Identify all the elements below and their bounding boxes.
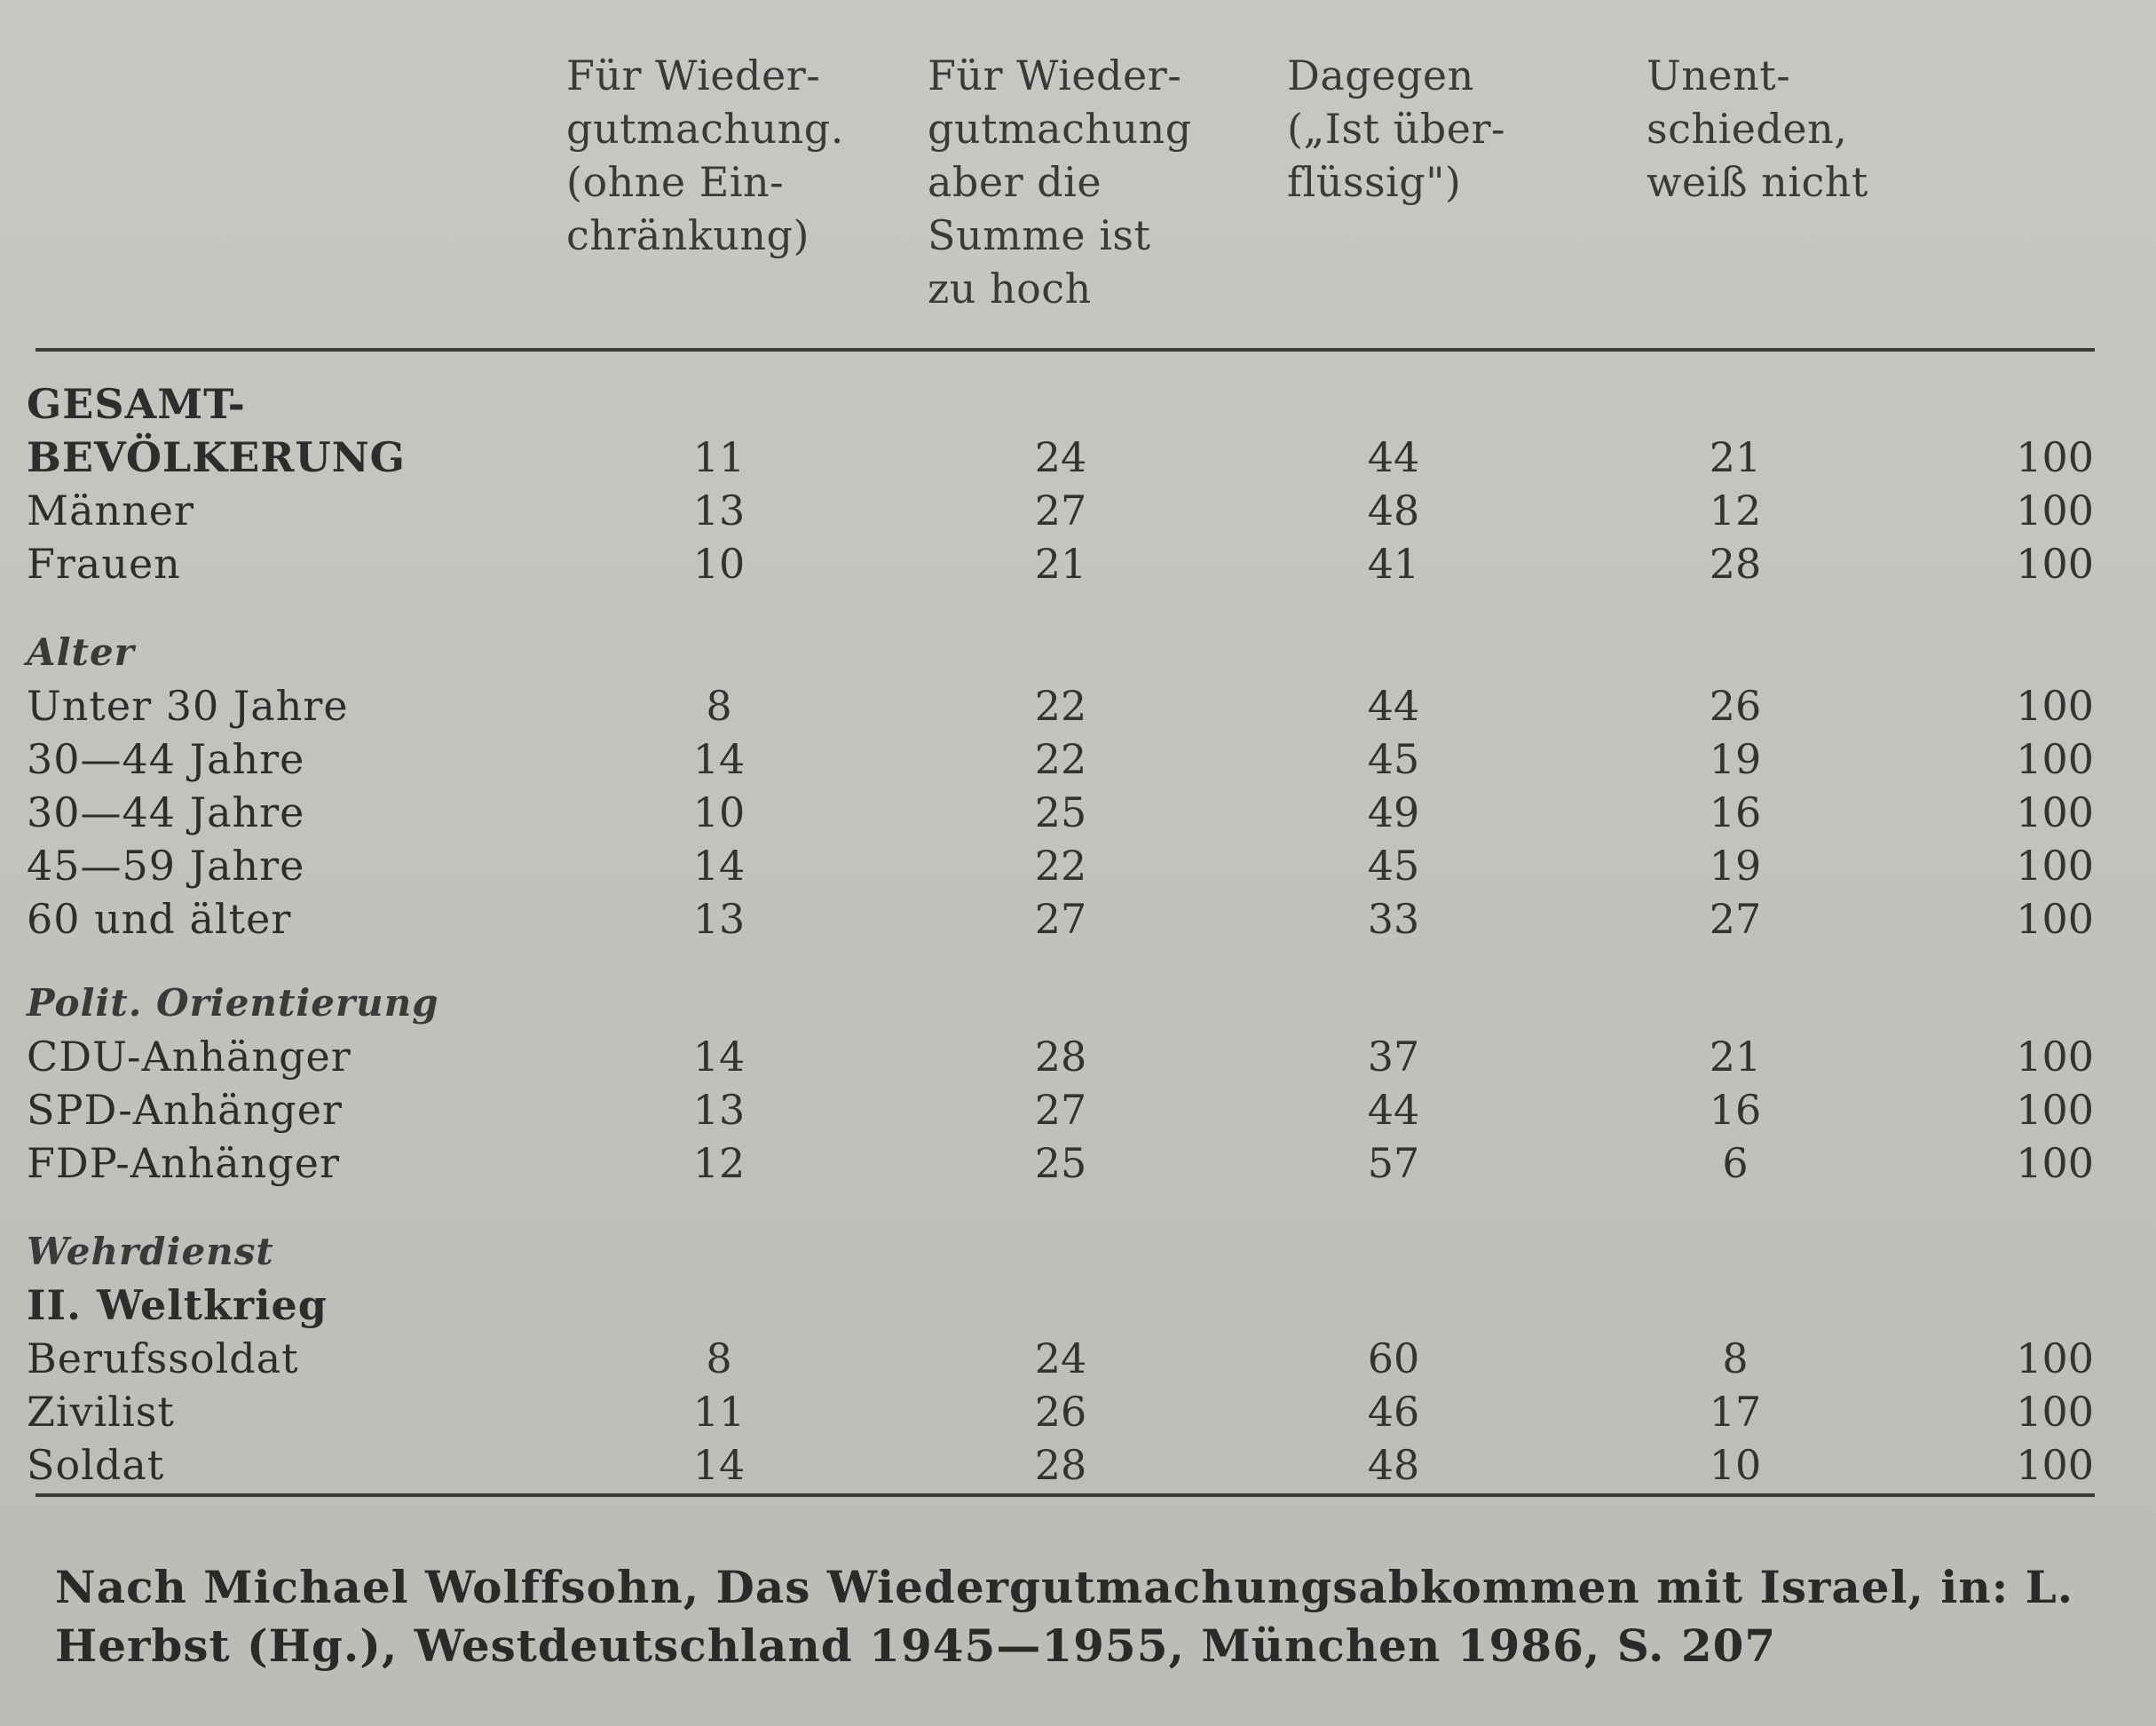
cell-value: 22 [1034, 842, 1087, 890]
row-label: SPD-Anhänger [27, 1086, 343, 1134]
column-header-4: Unent- schieden, weiß nicht [1647, 51, 1868, 206]
row-label: Zivilist [27, 1388, 175, 1436]
table-row [0, 1083, 2156, 1138]
row-label: BEVÖLKERUNG [27, 433, 406, 481]
table-row [0, 839, 2156, 894]
cell-total: 100 [2016, 540, 2094, 588]
table-row [0, 732, 2156, 788]
cell-total: 100 [2016, 1334, 2094, 1382]
cell-value: 26 [1034, 1388, 1087, 1436]
row-label: Männer [27, 487, 194, 534]
cell-value: 17 [1709, 1388, 1762, 1436]
row-label: 45—59 Jahre [27, 842, 305, 890]
cell-total: 100 [2016, 1033, 2094, 1081]
cell-value: 48 [1367, 487, 1420, 534]
cell-value: 44 [1367, 682, 1420, 730]
row-label: Soldat [27, 1441, 165, 1489]
column-header-1: Für Wieder- gutmachung. (ohne Ein- chränkung) [566, 51, 844, 259]
cell-total: 100 [2016, 1441, 2094, 1489]
cell-value: 25 [1034, 1139, 1087, 1187]
row-label: 60 und älter [27, 895, 292, 943]
category-heading: Polit. Orientierung [27, 981, 439, 1025]
cell-value: 13 [692, 487, 746, 534]
table-row [0, 1438, 2156, 1493]
category-heading: Wehrdienst [27, 1230, 274, 1273]
cell-value: 25 [1034, 788, 1087, 836]
header-divider [36, 348, 2095, 352]
cell-value: 11 [692, 433, 746, 481]
table-row [0, 1225, 2156, 1280]
cell-value: 57 [1367, 1139, 1420, 1187]
table-row [0, 431, 2156, 486]
cell-total: 100 [2016, 842, 2094, 890]
table-row [0, 679, 2156, 734]
cell-value: 45 [1367, 842, 1420, 890]
row-label: Berufssoldat [27, 1334, 299, 1382]
cell-value: 13 [692, 1086, 746, 1134]
cell-total: 100 [2016, 1139, 2094, 1187]
cell-value: 48 [1367, 1441, 1420, 1489]
cell-value: 13 [692, 895, 746, 943]
cell-value: 24 [1034, 1334, 1087, 1382]
category-heading: Alter [27, 630, 135, 674]
cell-value: 12 [1709, 487, 1762, 534]
cell-value: 14 [692, 735, 746, 783]
row-label: Frauen [27, 540, 181, 588]
cell-value: 16 [1709, 788, 1762, 836]
row-label: II. Weltkrieg [27, 1281, 328, 1329]
cell-value: 28 [1034, 1441, 1087, 1489]
cell-value: 8 [706, 682, 732, 730]
table-row [0, 1136, 2156, 1192]
cell-value: 60 [1367, 1334, 1420, 1382]
cell-value: 24 [1034, 433, 1087, 481]
cell-value: 45 [1367, 735, 1420, 783]
cell-value: 27 [1709, 895, 1762, 943]
source-citation: Nach Michael Wolffsohn, Das Wiedergutmachungsabkommen mit Israel, in: L. Herbst (Hg.), Westdeutschland 1945—1955, München 1986, S. 207 [55, 1561, 2074, 1672]
row-label: 30—44 Jahre [27, 735, 305, 783]
table-row [0, 977, 2156, 1032]
cell-value: 14 [692, 1441, 746, 1489]
row-label: GESAMT- [27, 380, 246, 428]
cell-value: 21 [1709, 1033, 1762, 1081]
table-row [0, 892, 2156, 947]
cell-value: 6 [1722, 1139, 1749, 1187]
cell-value: 28 [1034, 1033, 1087, 1081]
cell-total: 100 [2016, 895, 2094, 943]
cell-value: 21 [1709, 433, 1762, 481]
table-row [0, 1332, 2156, 1387]
table-row [0, 537, 2156, 592]
row-label: Unter 30 Jahre [27, 682, 349, 730]
footer-divider [36, 1493, 2095, 1497]
cell-value: 8 [1722, 1334, 1749, 1382]
cell-value: 19 [1709, 735, 1762, 783]
cell-value: 19 [1709, 842, 1762, 890]
cell-total: 100 [2016, 735, 2094, 783]
cell-value: 10 [692, 540, 746, 588]
cell-total: 100 [2016, 682, 2094, 730]
row-label: CDU-Anhänger [27, 1033, 351, 1081]
row-label: FDP-Anhänger [27, 1139, 340, 1187]
table-row [0, 626, 2156, 681]
cell-value: 22 [1034, 735, 1087, 783]
column-header-2: Für Wieder- gutmachung aber die Summe ist zu hoch [928, 51, 1192, 313]
cell-value: 26 [1709, 682, 1762, 730]
column-header-3: Dagegen („Ist über- flüssig") [1287, 51, 1505, 206]
table-row [0, 1030, 2156, 1085]
cell-value: 27 [1034, 895, 1087, 943]
table-row [0, 484, 2156, 539]
cell-total: 100 [2016, 788, 2094, 836]
cell-value: 33 [1367, 895, 1420, 943]
cell-value: 27 [1034, 487, 1087, 534]
cell-total: 100 [2016, 433, 2094, 481]
table-row [0, 1385, 2156, 1440]
cell-value: 10 [692, 788, 746, 836]
cell-value: 11 [692, 1388, 746, 1436]
cell-value: 16 [1709, 1086, 1762, 1134]
cell-value: 37 [1367, 1033, 1420, 1081]
cell-value: 49 [1367, 788, 1420, 836]
cell-total: 100 [2016, 1086, 2094, 1134]
table-row [0, 1279, 2156, 1334]
table-row [0, 377, 2156, 432]
cell-value: 21 [1034, 540, 1087, 588]
cell-total: 100 [2016, 487, 2094, 534]
cell-value: 46 [1367, 1388, 1420, 1436]
cell-value: 10 [1709, 1441, 1762, 1489]
cell-total: 100 [2016, 1388, 2094, 1436]
cell-value: 14 [692, 1033, 746, 1081]
row-label: 30—44 Jahre [27, 788, 305, 836]
cell-value: 28 [1709, 540, 1762, 588]
cell-value: 22 [1034, 682, 1087, 730]
cell-value: 44 [1367, 433, 1420, 481]
cell-value: 44 [1367, 1086, 1420, 1134]
table-row [0, 786, 2156, 841]
cell-value: 41 [1367, 540, 1420, 588]
cell-value: 27 [1034, 1086, 1087, 1134]
cell-value: 14 [692, 842, 746, 890]
cell-value: 12 [692, 1139, 746, 1187]
cell-value: 8 [706, 1334, 732, 1382]
